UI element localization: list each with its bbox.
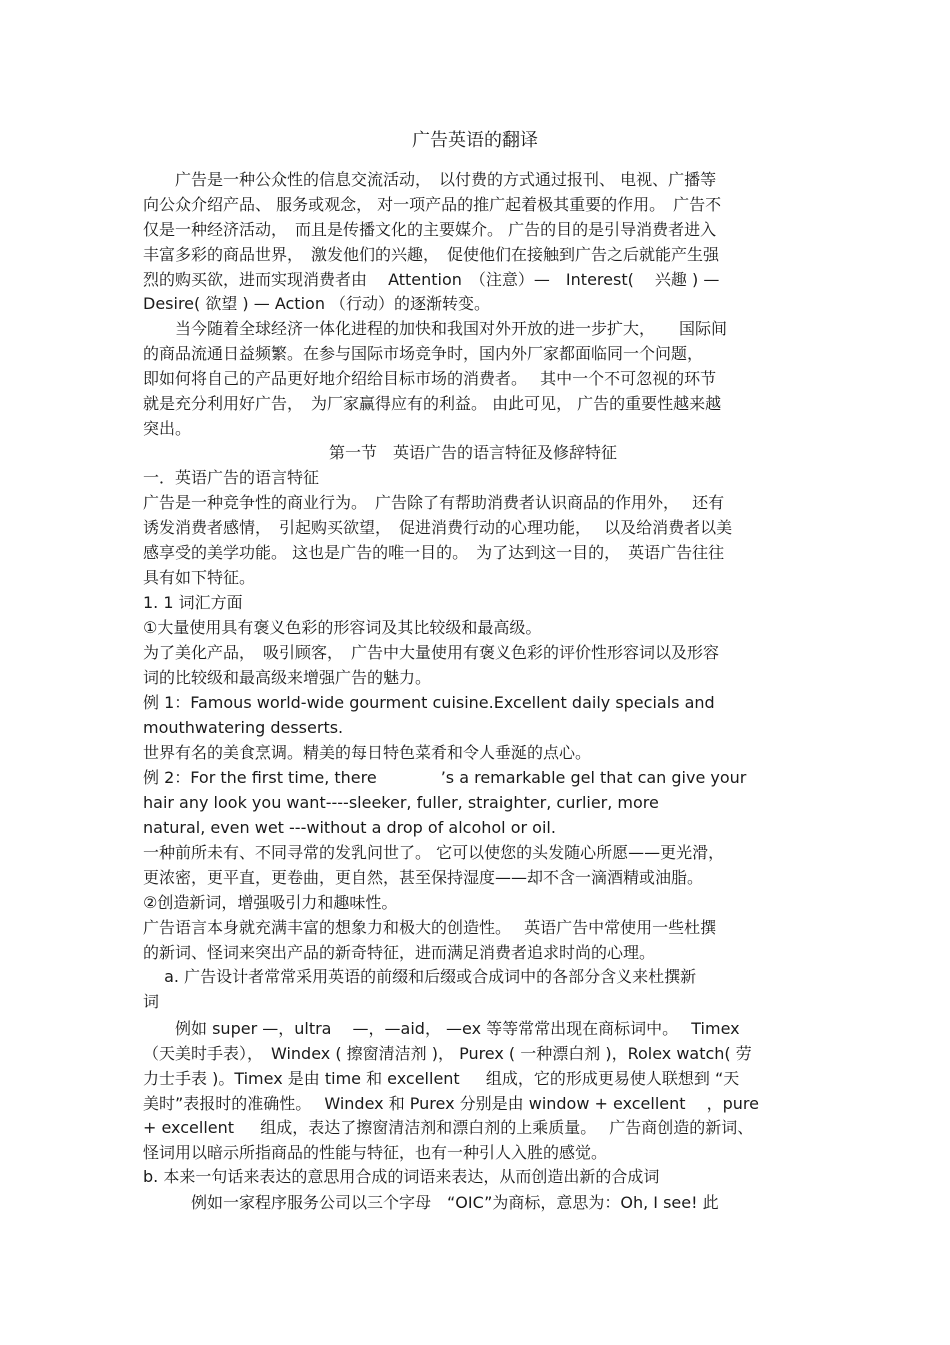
paragraph-line: （天美时手表）， Windex ( 擦窗清洁剂 )， Purex ( 一种漂白剂 )，Rolex watch( 劳: [143, 1044, 752, 1063]
paragraph-line: 丰富多彩的商品世界， 激发他们的兴趣， 促使他们在接触到广告之后就能产生强: [143, 245, 720, 264]
paragraph-line: 词的比较级和最高级来增强广告的魅力。: [143, 668, 432, 687]
list-item-heading: ②创造新词，增强吸引力和趣味性。: [143, 893, 398, 912]
document-title: 广告英语的翻译: [412, 130, 538, 151]
paragraph-line: 当今随着全球经济一体化进程的加快和我国对外开放的进一步扩大， 国际间: [143, 319, 728, 338]
paragraph-line: 即如何将自己的产品更好地介绍给目标市场的消费者。 其中一个不可忽视的环节: [143, 369, 717, 388]
section-heading: 第一节 英语广告的语言特征及修辞特征: [328, 443, 617, 462]
paragraph-line: 仅是一种经济活动， 而且是传播文化的主要媒介。 广告的目的是引导消费者进入: [143, 220, 717, 239]
translation-line: 世界有名的美食烹调。精美的每日特色菜肴和令人垂涎的点心。: [143, 743, 592, 762]
subsection-heading: 一．英语广告的语言特征: [143, 468, 320, 487]
paragraph-line: 怪词用以暗示所指商品的性能与特征，也有一种引人入胜的感觉。: [143, 1143, 608, 1162]
paragraph-line: 例如一家程序服务公司以三个字母 “OIC”为商标，意思为：Oh, I see! 此: [143, 1193, 719, 1212]
paragraph-line: a. 广告设计者常常采用英语的前缀和后缀或合成词中的各部分含义来杜撰新: [143, 967, 697, 986]
paragraph-line: + excellent 组成，表达了擦窗清洁剂和漂白剂的上乘质量。 广告商创造的新词、: [143, 1118, 754, 1137]
paragraph-line: 具有如下特征。: [143, 568, 256, 587]
list-item-heading: ①大量使用具有褒义色彩的形容词及其比较级和最高级。: [143, 618, 542, 637]
paragraph-line: 感享受的美学功能。 这也是广告的唯一目的。 为了达到这一目的， 英语广告往往: [143, 543, 725, 562]
example-line: hair any look you want----sleeker, fuller, straighter, curlier, more: [143, 793, 659, 812]
paragraph-line: Desire( 欲望 ) — Action （行动）的逐渐转变。: [143, 294, 491, 313]
subsection-heading: 1. 1 词汇方面: [143, 593, 243, 612]
paragraph-line: 为了美化产品， 吸引顾客， 广告中大量使用有褒义色彩的评价性形容词以及形容: [143, 643, 720, 662]
paragraph-line: 广告是一种竞争性的商业行为。 广告除了有帮助消费者认识商品的作用外， 还有: [143, 493, 725, 512]
example-line: 例 2：For the first time, there ’s a remarkable gel that can give your: [143, 768, 747, 787]
paragraph-line: 烈的购买欲，进而实现消费者由 Attention （注意）— Interest( 兴趣 ) —: [143, 270, 720, 289]
paragraph-line: 广告是一种公众性的信息交流活动， 以付费的方式通过报刊、 电视、广播等: [143, 170, 717, 189]
paragraph-line: 例如 super —，ultra —，—aid， —ex 等等常常出现在商标词中。 Timex: [143, 1019, 740, 1038]
example-line: 例 1：Famous world-wide gourment cuisine.Excellent daily specials and: [143, 693, 715, 712]
paragraph-line: b. 本来一句话来表达的意思用合成的词语来表达，从而创造出新的合成词: [143, 1167, 660, 1186]
translation-line: 更浓密，更平直，更卷曲，更自然，甚至保持湿度——却不含一滴酒精或油脂。: [143, 868, 704, 887]
paragraph-line: 向公众介绍产品、 服务或观念， 对一项产品的推广起着极其重要的作用。 广告不: [143, 195, 722, 214]
example-line: natural, even wet ---without a drop of alcohol or oil.: [143, 818, 556, 837]
paragraph-line: 的商品流通日益频繁。在参与国际市场竞争时，国内外厂家都面临同一个问题，: [143, 344, 704, 363]
paragraph-line: 词: [143, 992, 160, 1011]
paragraph-line: 力士手表 )。Timex 是由 time 和 excellent 组成，它的形成更易使人联想到 “天: [143, 1069, 740, 1088]
translation-line: 一种前所未有、不同寻常的发乳问世了。 它可以使您的头发随心所愿——更光滑，: [143, 843, 725, 862]
paragraph-line: 诱发消费者感情， 引起购买欲望， 促进消费行动的心理功能， 以及给消费者以美: [143, 518, 733, 537]
paragraph-line: 突出。: [143, 419, 192, 438]
paragraph-line: 的新词、怪词来突出产品的新奇特征，进而满足消费者追求时尚的心理。: [143, 943, 656, 962]
paragraph-line: 美时”表报时的准确性。 Windex 和 Purex 分别是由 window + excellent ，pure: [143, 1094, 760, 1113]
example-line: mouthwatering desserts.: [143, 718, 344, 737]
paragraph-line: 广告语言本身就充满丰富的想象力和极大的创造性。 英语广告中常使用一些杜撰: [143, 918, 717, 937]
paragraph-line: 就是充分利用好广告， 为厂家赢得应有的利益。 由此可见， 广告的重要性越来越: [143, 394, 722, 413]
